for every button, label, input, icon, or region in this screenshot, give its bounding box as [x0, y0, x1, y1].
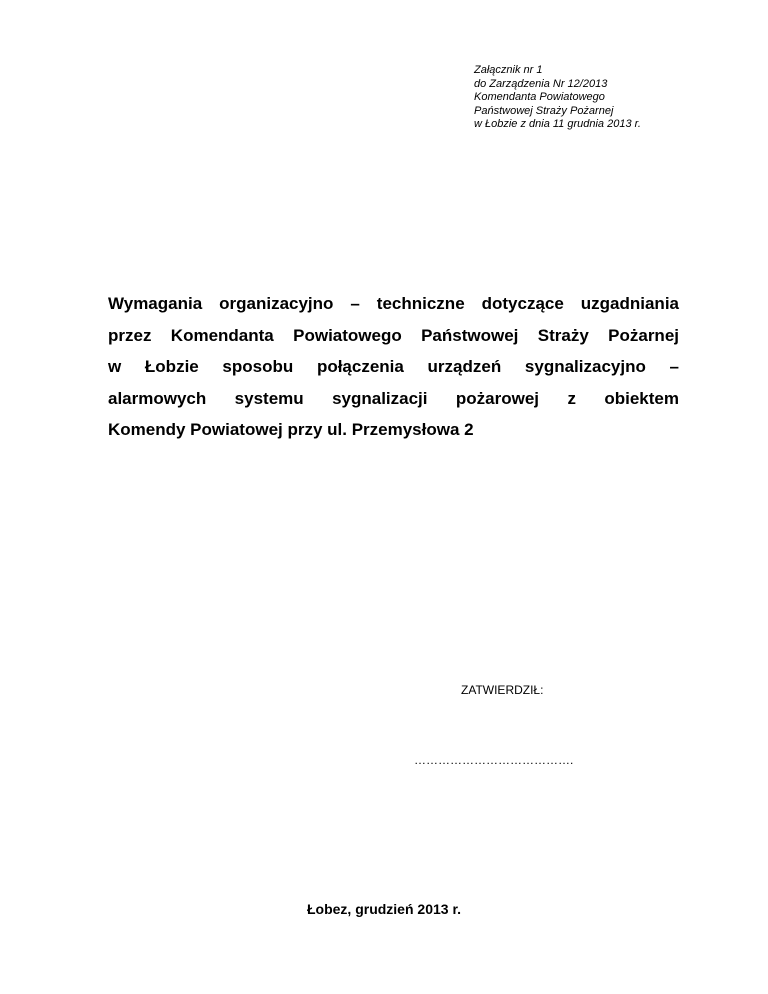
title-line-3: w Łobzie sposobu połączenia urządzeń sygnalizacyjno –	[108, 357, 679, 376]
title-line-5: Komendy Powiatowej przy ul. Przemysłowa 2	[108, 420, 474, 439]
annex-header	[474, 64, 734, 132]
place-and-date: Łobez, grudzień 2013 r.	[306, 901, 462, 917]
title-line-2: przez Komendanta Powiatowego Państwowej Straży Pożarnej	[108, 325, 679, 345]
annex-line-fire-service: Państwowej Straży Pożarnej	[474, 104, 614, 117]
document-title	[108, 288, 679, 446]
title-line-4: alarmowych systemu sygnalizacji pożarowej z obiektem	[108, 388, 679, 408]
annex-line-date: w Łobzie z dnia 11 grudnia 2013 r.	[474, 118, 641, 130]
approval-label: ZATWIERDZIŁ:	[461, 683, 544, 697]
signature-placeholder: ………………………………….	[414, 753, 574, 767]
annex-line-regulation: do Zarządzenia Nr 12/2013	[474, 77, 608, 90]
annex-line-number: Załącznik nr 1	[474, 64, 543, 76]
annex-line-commander: Komendanta Powiatowego	[474, 91, 605, 103]
title-line-1: Wymagania organizacyjno – techniczne dotyczące uzgadniania	[108, 294, 679, 313]
